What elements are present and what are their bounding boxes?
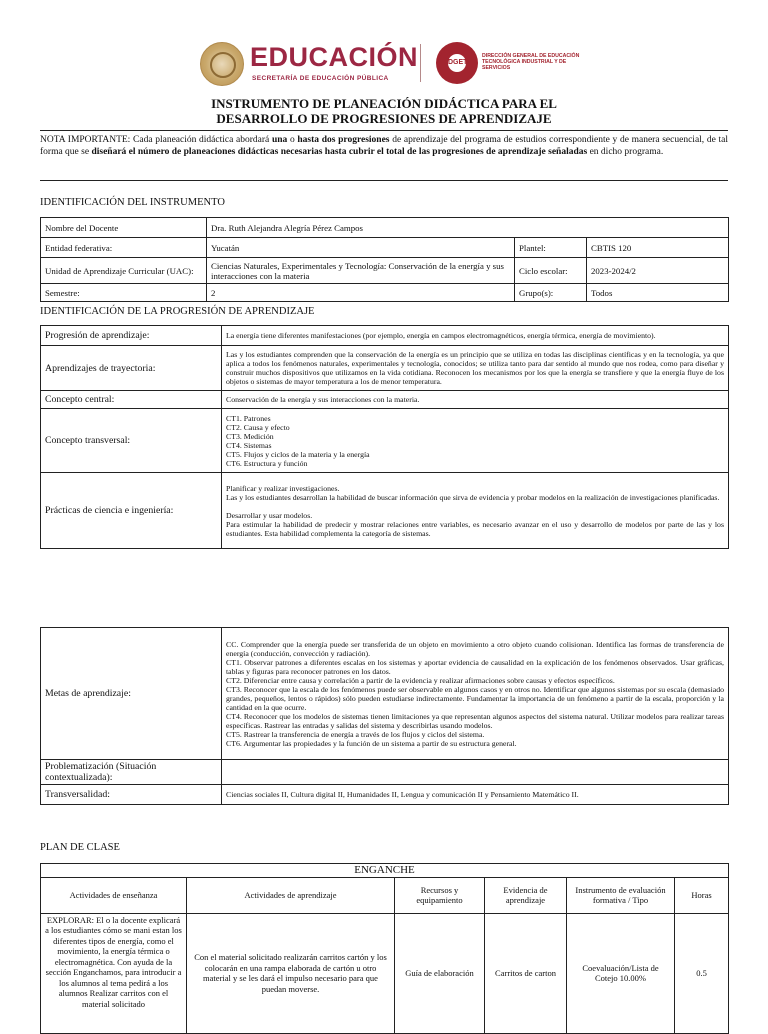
value-trayectoria: Las y los estudiantes comprenden que la conservación de la energía es un principio que se utiliza en todas las disciplinas científicas y en la tecnología, ya que aplica a todos los fenómenos naturales, experimentales y tecnología, conocidos; se utiliza tanto para dar sentido al mundo que nos rodea, como para diseñar y construir muchos dispositivos que utilizamos en la vida cotidiana. Reconocen los mecanismos por los que la energía se transfiere y que la energía fluye de los objetos o sistemas de mayor temperatura a los de menor temperatura. (222, 346, 729, 391)
label-grupo: Grupo(s): (515, 284, 587, 302)
metas-table (40, 627, 729, 805)
divider-top (40, 130, 728, 131)
value-progresion: La energía tiene diferentes manifestaciones (por ejemplo, energía en campos electromagnéticos, energía térmica, energía de movimiento). (222, 326, 729, 346)
cell-horas: 0.5 (675, 913, 729, 1033)
value-concepto-transversal (222, 409, 729, 473)
dgeti-gear-icon (436, 42, 478, 84)
label-concepto-central: Concepto central: (41, 391, 222, 409)
meta-item: CT1. Observar patrones a diferentes escalas en los sistemas y aportar evidencia de causalidad en la explicación de los fenómenos observados. Usar gráficas, tablas y figuras para reconocer patrones en los datos. (226, 657, 724, 676)
col-header-recursos: Recursos y equipamiento (395, 877, 485, 913)
divider-nota (40, 180, 728, 181)
value-transversalidad: Ciencias sociales II, Cultura digital II, Humanidades II, Lengua y comunicación II y Pensamiento Matemático II. (222, 785, 729, 805)
transversal-item: CT6. Estructura y función (226, 458, 308, 468)
col-header-horas: Horas (675, 877, 729, 913)
value-grupo: Todos (587, 284, 729, 302)
transversal-item: CT2. Causa y efecto (226, 422, 290, 432)
dgeti-badge: DGETI (448, 54, 466, 72)
value-ciclo: 2023-2024/2 (587, 258, 729, 284)
nota-importante: NOTA IMPORTANTE: Cada planeación didáctica abordará una o hasta dos progresiones de aprendizaje del programa de estudios correspondiente y de manera secuencial, de tal forma que se diseñará el número de planeaciones didácticas necesarias hasta cubrir el total de las progresiones de aprendizaje señaladas en dicho programa. (40, 135, 729, 157)
section-heading-progresion: IDENTIFICACIÓN DE LA PROGRESIÓN DE APRENDIZAJE (40, 306, 315, 317)
cell-evidencia: Carritos de carton (485, 913, 567, 1033)
transversal-item: CT3. Medición (226, 431, 274, 441)
mexico-seal-icon (200, 42, 244, 86)
transversal-item: CT4. Sistemas (226, 440, 272, 450)
transversal-item: CT5. Flujos y ciclos de la materia y la energía (226, 449, 370, 459)
label-nombre: Nombre del Docente (41, 218, 207, 238)
logo-title: EDUCACIÓN (250, 42, 419, 72)
label-practicas: Prácticas de ciencia e ingeniería: (41, 473, 222, 549)
label-trayectoria: Aprendizajes de trayectoria: (41, 346, 222, 391)
dgeti-text: DIRECCIÓN GENERAL DE EDUCACIÓN TECNOLÓGICA INDUSTRIAL Y DE SERVICIOS (482, 53, 580, 71)
col-header-instrumento: Instrumento de evaluación formativa / Tipo (567, 877, 675, 913)
value-uac: Ciencias Naturales, Experimentales y Tecnología: Conservación de la energía y sus interacciones con la materia (207, 258, 515, 284)
label-problematizacion: Problematización (Situación contextualizada): (41, 760, 222, 785)
label-transversalidad: Transversalidad: (41, 785, 222, 805)
section-heading-plan: PLAN DE CLASE (40, 842, 120, 853)
phase-heading: ENGANCHE (41, 864, 729, 878)
value-plantel: CBTIS 120 (587, 238, 729, 258)
meta-item: CT6. Argumentar las propiedades y la función de un sistema a partir de su estructura general. (226, 738, 517, 748)
section-heading-instrumento: IDENTIFICACIÓN DEL INSTRUMENTO (40, 197, 225, 208)
label-uac: Unidad de Aprendizaje Curricular (UAC): (41, 258, 207, 284)
document-title-line2: DESARROLLO DE PROGRESIONES DE APRENDIZAJE (216, 111, 552, 126)
cell-aprendizaje: Con el material solicitado realizarán carritos cartón y los colocarán en una rampa elaborada de cartón u otro material y se les dará el impulso necesario para que puedan moverse. (187, 913, 395, 1033)
cell-recursos: Guía de elaboración (395, 913, 485, 1033)
col-header-ensenanza: Actividades de enseñanza (41, 877, 187, 913)
header-divider (420, 44, 421, 82)
cell-ensenanza: EXPLORAR: El o la docente explicará a los estudiantes cómo se mani estan los diferentes tipos de energía, como el movimiento, la energía térmica o electromagnética. Con ayuda de la sección Enganchamos, para introducir a los alumnos al tema pedirá a los alumnos Realizar carritos con el material solicitado (41, 913, 187, 1033)
sep-logo (200, 40, 419, 88)
meta-item: CC. Comprender que la energía puede ser transferida de un objeto en movimiento a otro objeto cuando colisionan. Identifica las formas de transferencia de energía (conducción, convección y radiación). (226, 639, 724, 658)
col-header-evidencia: Evidencia de aprendizaje (485, 877, 567, 913)
value-concepto-central: Conservación de la energía y sus interacciones con la materia. (222, 391, 729, 409)
label-entidad: Entidad federativa: (41, 238, 207, 258)
value-semestre: 2 (207, 284, 515, 302)
meta-item: CT3. Reconocer que la escala de los fenómenos puede ser observable en algunos casos y en otros no. Identificar que algunos sistemas por su escala (demasiado grandes, pequeños, lentos o rápidos) sólo pueden estudiarse indirectamente. Fundamentar la importancia de un fenómeno a partir de la escala, proporción y la cantidad en la que ocurre. (226, 684, 724, 712)
label-plantel: Plantel: (515, 238, 587, 258)
instrument-table (40, 217, 729, 302)
value-problematizacion (222, 760, 729, 785)
meta-item: CT4. Reconocer que los modelos de sistemas tienen limitaciones ya que representan algunos aspectos del sistema natural. Utilizar modelos para realizar tareas específicas. Rastrear las entradas y salidas del sistema y describirlas usando modelos. (226, 711, 724, 730)
header (0, 38, 768, 90)
meta-item: CT5. Rastrear la transferencia de energía a través de los flujos y ciclos del sistema. (226, 729, 485, 739)
col-header-aprendizaje: Actividades de aprendizaje (187, 877, 395, 913)
label-ciclo: Ciclo escolar: (515, 258, 587, 284)
label-metas: Metas de aprendizaje: (41, 628, 222, 760)
document-title-line1: INSTRUMENTO DE PLANEACIÓN DIDÁCTICA PARA EL (211, 96, 557, 111)
label-concepto-transversal: Concepto transversal: (41, 409, 222, 473)
label-progresion: Progresión de aprendizaje: (41, 326, 222, 346)
plan-table (40, 863, 729, 1034)
value-metas (222, 628, 729, 760)
logo-subtitle: SECRETARÍA DE EDUCACIÓN PÚBLICA (252, 75, 389, 82)
transversal-item: CT1. Patrones (226, 413, 271, 423)
meta-item: CT2. Diferenciar entre causa y correlación a partir de la evidencia y realizar afirmaciones sobre causas y efectos específicos. (226, 675, 615, 685)
value-practicas: Planificar y realizar investigaciones. Las y los estudiantes desarrollan la habilidad de buscar información que sirva de evidencia y probar modelos en la realización de investigaciones planificadas. Desarrollar y usar modelos. Para estimular la habilidad de predecir y mostrar relaciones entre variables, es necesario avanzar en el uso y desarrollo de modelos por parte de las y los estudiantes. Esta habilidad complementa la categoría de sistemas. (222, 473, 729, 549)
progresion-table (40, 325, 729, 549)
value-nombre: Dra. Ruth Alejandra Alegría Pérez Campos (207, 218, 729, 238)
label-semestre: Semestre: (41, 284, 207, 302)
table-row (41, 913, 729, 1033)
cell-instrumento: Coevaluación/Lista de Cotejo 10.00% (567, 913, 675, 1033)
value-entidad: Yucatán (207, 238, 515, 258)
